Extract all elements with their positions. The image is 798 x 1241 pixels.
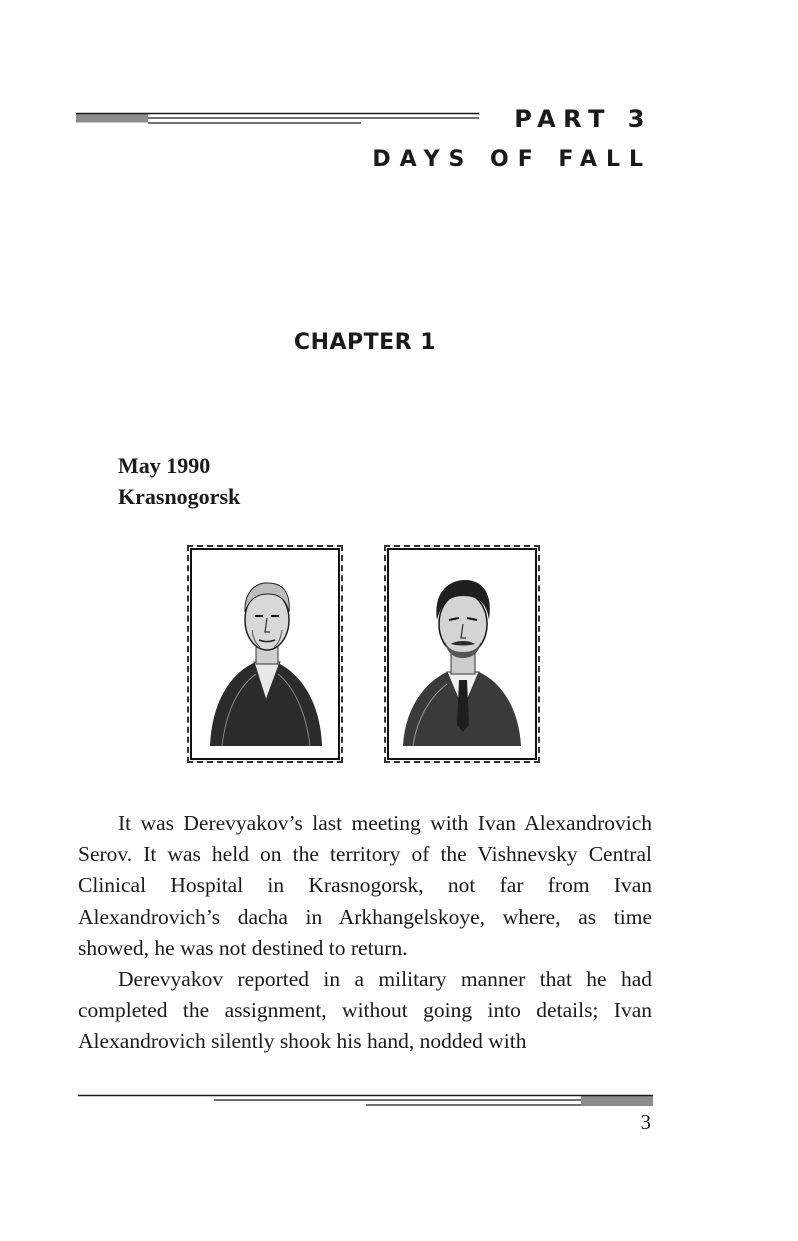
paragraph: It was Derevyakov’s last meeting with Ivan Alexandrovich Serov. It was held on the territory of the Vishnevsky Central Clinical Hospital in Krasnogorsk, not far from Ivan Alexandrovich’s dacha in Arkhangelskoye, where, as time showed, he was not destined to return. <box>78 811 652 960</box>
portrait-frame-left <box>190 548 340 760</box>
header-decorative-rule <box>76 110 481 126</box>
page-number: 3 <box>640 1110 651 1134</box>
paragraph: Derevyakov reported in a military manner that he had completed the assignment, without going into details; Ivan Alexandrovich silently shook his hand, nodded with <box>78 967 652 1054</box>
portrait-frame-right <box>387 548 537 760</box>
dateline-place: Krasnogorsk <box>118 484 241 509</box>
footer-decorative-rule <box>78 1092 654 1108</box>
chapter-title: CHAPTER 1 <box>293 330 437 355</box>
dateline <box>118 450 240 512</box>
part-title: DAYS OF FALL <box>372 147 652 172</box>
portrait-older-man-icon <box>192 550 338 758</box>
portrait-mustached-man-icon <box>389 550 535 758</box>
body-text <box>78 808 652 1058</box>
part-label: PART 3 <box>514 105 652 133</box>
dateline-date: May 1990 <box>118 453 211 478</box>
